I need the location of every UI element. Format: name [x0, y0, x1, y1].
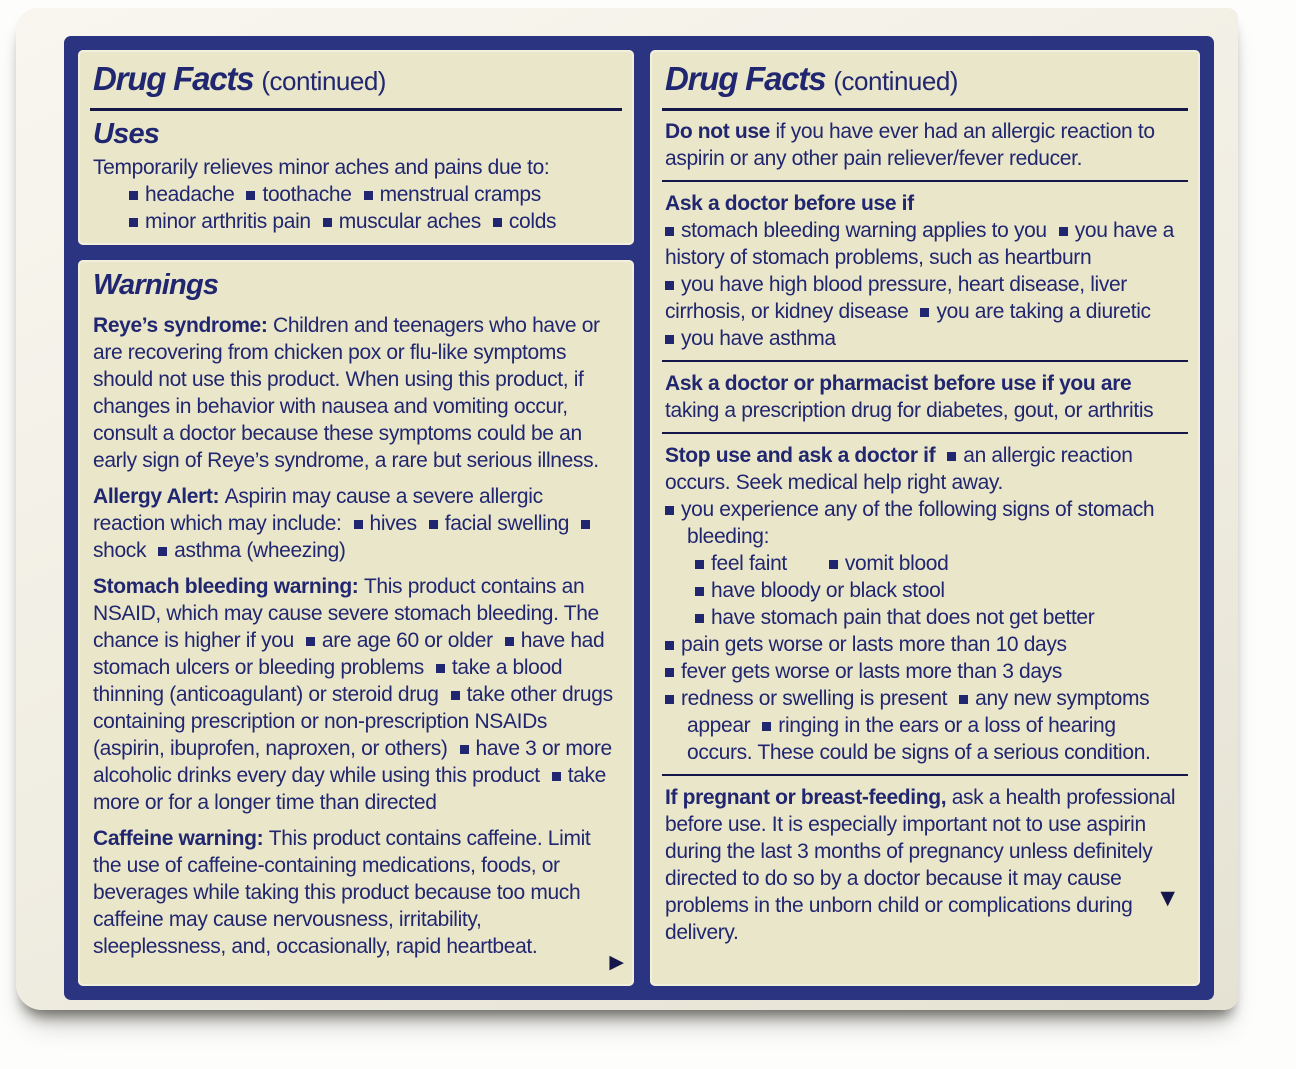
bullet-square-icon — [460, 745, 469, 754]
text: muscular aches — [338, 210, 481, 234]
bullet-square-icon — [665, 227, 674, 236]
warnings-panel — [78, 260, 634, 986]
uses-heading: Uses — [93, 118, 160, 150]
divider-rule — [90, 108, 622, 111]
text: ringing in the ears or a loss of hearing occurs. These could be signs of a serious condition. — [687, 714, 1151, 764]
bullet-square-icon — [665, 506, 674, 515]
text-block — [665, 370, 1185, 424]
bold-text: Reye’s syndrome: — [93, 313, 274, 337]
bold-text: Allergy Alert: — [93, 484, 225, 508]
bullet-square-icon — [947, 452, 956, 461]
text: pain gets worse or lasts more than 10 days — [681, 633, 1067, 656]
text-block — [93, 208, 619, 235]
text: you are taking a diuretic — [936, 300, 1151, 323]
text: taking a prescription drug for diabetes, gout, or arthritis — [665, 399, 1154, 422]
text: colds — [508, 210, 557, 234]
drug-facts-title: Drug Facts — [665, 60, 826, 97]
bullet-square-icon — [665, 695, 674, 704]
text: have 3 or more alcoholic drinks every day while using this product — [93, 736, 612, 787]
text-block — [665, 442, 1185, 496]
bullet-square-icon — [493, 218, 502, 227]
continued-arrow-icon: ▼ — [1160, 887, 1175, 909]
text-block — [665, 118, 1185, 172]
text: shock — [93, 538, 147, 562]
text: feel faint — [711, 552, 787, 575]
text-block — [665, 271, 1185, 325]
bullet-square-icon — [665, 641, 674, 650]
section-ask-a-doctor-before-use — [665, 190, 1185, 352]
text: Children and teenagers who have or are recovering from chicken pox or flu-like symptoms should not use this product. When using this product, if changes in behavior with nausea and vomiting occur, consult a doctor because these symptoms could be an early sign of Reye’s syndrome, a rare but serious illness. — [93, 313, 600, 472]
bold-text: Caffeine warning: — [93, 826, 269, 850]
text: redness or swelling is present — [681, 687, 948, 710]
section-do-not-use — [665, 118, 1185, 172]
text: any new symptoms appear — [687, 687, 1150, 737]
text-block — [665, 550, 1185, 577]
text-block — [665, 685, 1185, 766]
text: are age 60 or older — [321, 628, 493, 652]
text: Temporarily relieves minor aches and pains due to: — [93, 156, 550, 180]
bullet-square-icon — [306, 637, 315, 646]
drug-facts-continued: (continued) — [261, 66, 386, 96]
bullet-square-icon — [354, 520, 363, 529]
drug-box — [16, 8, 1238, 1010]
text-block — [665, 658, 1185, 685]
text: headache — [145, 183, 235, 207]
text: This product contains caffeine. Limit the use of caffeine-containing medications, foods, or beverages while taking this product because too much caffeine may cause nervousness, irritability, sleeplessness, and, occasionally, rapid heartbeat. — [93, 826, 591, 958]
text-block — [93, 825, 619, 960]
text-block — [93, 483, 619, 564]
right-column — [650, 50, 1200, 986]
text: vomit blood — [844, 552, 949, 575]
text: toothache — [262, 183, 352, 207]
bullet-square-icon — [762, 722, 771, 731]
warnings-heading: Warnings — [93, 269, 219, 302]
section-ask-a-doctor-or-pharmacist — [665, 370, 1185, 424]
bullet-square-icon — [695, 614, 704, 623]
text: menstrual cramps — [379, 183, 541, 207]
bullet-square-icon — [695, 587, 704, 596]
text-block — [93, 312, 619, 474]
bullet-square-icon — [581, 520, 590, 529]
drug-facts-header-right — [665, 58, 1185, 103]
bullet-square-icon — [665, 335, 674, 344]
drug-facts-title: Drug Facts — [93, 60, 254, 97]
text: have bloody or black stool — [711, 579, 945, 602]
section-if-pregnant — [665, 784, 1185, 946]
bold-text: If pregnant or breast-feeding, — [665, 786, 952, 809]
text: fever gets worse or lasts more than 3 days — [681, 660, 1062, 683]
bold-text: Stomach bleeding warning: — [93, 574, 364, 598]
bold-text: Stop use and ask a doctor if — [665, 444, 936, 467]
text: take more or for a longer time than directed — [93, 763, 607, 814]
text-block — [665, 325, 1185, 352]
bullet-square-icon — [505, 637, 514, 646]
bullet-square-icon — [920, 308, 929, 317]
text: have stomach pain that does not get better — [711, 606, 1095, 629]
divider-rule — [662, 108, 1188, 111]
continued-arrow-icon: ▶ — [609, 951, 624, 973]
bullet-square-icon — [451, 691, 460, 700]
bullet-square-icon — [429, 520, 438, 529]
divider-rule — [662, 180, 1188, 182]
bullet-square-icon — [158, 547, 167, 556]
left-column — [78, 50, 634, 986]
text: facial swelling — [444, 511, 570, 535]
section-stop-use — [665, 442, 1185, 766]
text-block — [93, 573, 619, 816]
text: take other drugs containing prescription or non-prescription NSAIDs (aspirin, ibuprofen, naproxen, or others) — [93, 682, 613, 760]
text: minor arthritis pain — [145, 210, 311, 234]
drug-facts-continued: (continued) — [833, 66, 958, 96]
text: if you have ever had an allergic reaction to aspirin or any other pain reliever/fever reducer. — [665, 120, 1155, 170]
text: asthma (wheezing) — [174, 538, 346, 562]
bullet-square-icon — [129, 218, 138, 227]
bold-text: Ask a doctor before use if — [665, 192, 914, 215]
text: This product contains an NSAID, which may cause severe stomach bleeding. The chance is higher if you — [93, 574, 599, 652]
bullet-square-icon — [829, 560, 838, 569]
divider-rule — [662, 360, 1188, 362]
uses-content — [93, 154, 619, 235]
text: stomach bleeding warning applies to you — [681, 219, 1047, 242]
text-block — [665, 784, 1185, 946]
text-block — [665, 604, 1185, 631]
divider-rule — [662, 774, 1188, 776]
text: have had stomach ulcers or bleeding problems — [93, 628, 605, 679]
bullet-square-icon — [323, 218, 332, 227]
text: Aspirin may cause a severe allergic reaction which may include: — [93, 484, 543, 535]
text: ask a health professional before use. It is especially important not to use aspirin during the last 3 months of pregnancy unless definitely directed to do so by a doctor because it may cause problems in the unborn child or complications during delivery. — [665, 786, 1176, 944]
divider-rule — [662, 432, 1188, 434]
text: hives — [369, 511, 417, 535]
bullet-square-icon — [436, 664, 445, 673]
bullet-square-icon — [246, 191, 255, 200]
text: you experience any of the following signs of stomach bleeding: — [681, 498, 1155, 548]
text: you have asthma — [681, 327, 836, 350]
drug-facts-header-left — [93, 58, 619, 103]
text: you have high blood pressure, heart disease, liver cirrhosis, or kidney disease — [665, 273, 1127, 323]
uses-panel — [78, 50, 634, 245]
warnings-content — [93, 312, 619, 960]
bullet-square-icon — [665, 281, 674, 290]
text-block — [665, 577, 1185, 604]
text: take a blood thinning (anticoagulant) or steroid drug — [93, 655, 563, 706]
drug-facts-panel-right — [650, 50, 1200, 986]
bullet-square-icon — [1059, 227, 1068, 236]
text-block — [93, 154, 619, 181]
right-sections — [665, 118, 1185, 946]
text: an allergic reaction occurs. Seek medical help right away. — [665, 444, 1133, 494]
bullet-square-icon — [129, 191, 138, 200]
bullet-square-icon — [695, 560, 704, 569]
bullet-square-icon — [959, 695, 968, 704]
text-block — [665, 631, 1185, 658]
text-block — [93, 181, 619, 208]
bold-text: Ask a doctor or pharmacist before use if you are — [665, 372, 1132, 395]
text-block — [665, 496, 1185, 550]
bullet-square-icon — [364, 191, 373, 200]
bold-text: Do not use — [665, 120, 776, 143]
bullet-square-icon — [552, 772, 561, 781]
drug-facts-face — [64, 36, 1214, 1000]
text-block — [665, 217, 1185, 271]
text: you have a history of stomach problems, such as heartburn — [665, 219, 1175, 269]
bullet-square-icon — [665, 668, 674, 677]
text-block — [665, 190, 1185, 217]
